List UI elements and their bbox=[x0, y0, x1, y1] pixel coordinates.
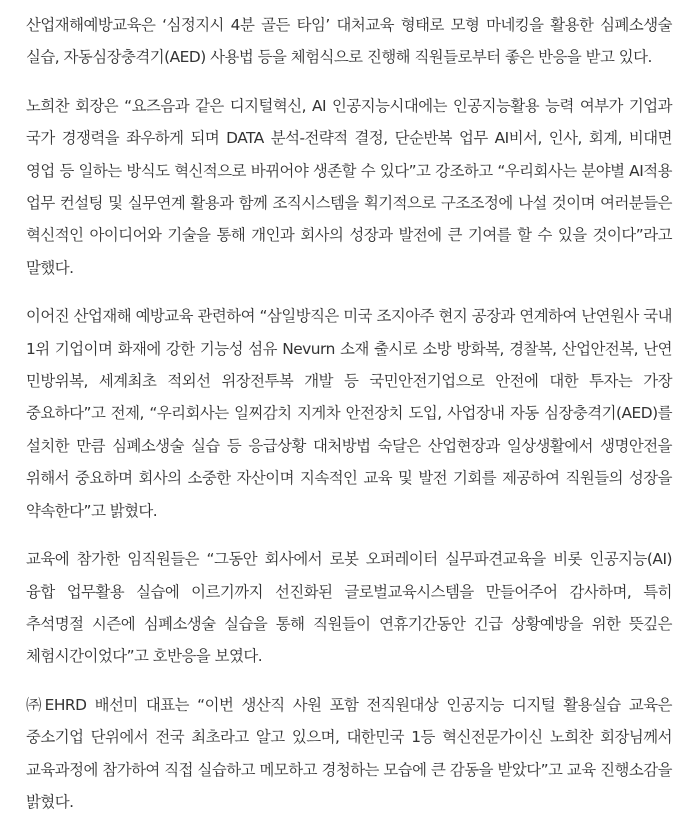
paragraph-employee-reaction: 교육에 참가한 임직원들은 “그동안 회사에서 로봇 오퍼레이터 실무파견교육을 비롯 인공지능(AI)융합 업무활용 실습에 이르기까지 선진화된 글로벌교육시스템을 만들어주어 감사하며, 특히 추석명절 시즌에 심폐소생술 실습을 통해 직원들이 연휴기간동안 긴급 상황예방을 위한 뜻깊은 체험시간이었다”고 호반응을 보였다. bbox=[26, 550, 672, 666]
paragraph-ehrd-ceo-remarks: ㈜EHRD 배선미 대표는 “이번 생산직 사원 포함 전직원대상 인공지능 디지털 활용실습 교육은 중소기업 단위에서 전국 최초라고 알고 있으며, 대한민국 1등 혁신전문가이신 노희찬 회장님께서 교육과정에 참가하여 직접 실습하고 메모하고 경청하는 모습에 큰 감동을 받았다”고 교육 진행소감을 밝혔다. bbox=[26, 695, 672, 811]
paragraph-safety-education: 이어진 산업재해 예방교육 관련하여 “삼일방직은 미국 조지아주 현지 공장과 연계하여 난연원사 국내 1위 기업이며 화재에 강한 기능성 섬유 Nevurn 소재 출시로 소방 방화복, 경찰복, 산업안전복, 난연 민방위복, 세계최초 적외선 위장전투복 개발 등 국민안전기업으로 안전에 대한 투자는 가장 중요하다”고 전제, “우리회사는 일찌감치 지게차 안전장치 도입, 사업장내 자동 심장충격기(AED)를 설치한 만큼 심폐소생술 실습 등 응급상황 대처방법 숙달은 산업현장과 일상생활에서 생명안전을 위해서 중요하며 회사의 소중한 자산이며 지속적인 교육 및 발전 기회를 제공하여 직원들의 성장을 약속한다”고 밝혔다. bbox=[26, 307, 672, 520]
paragraph-chairman-ai-remarks: 노희찬 회장은 “요즈음과 같은 디지털혁신, AI 인공지능시대에는 인공지능활용 능력 여부가 기업과 국가 경쟁력을 좌우하게 되며 DATA 분석-전략적 결정, 단순반복 업무 AI비서, 인사, 회계, 비대면 영업 등 일하는 방식도 혁신적으로 바뀌어야 생존할 수 있다”고 강조하고 “우리회사는 분야별 AI적용 업무 컨설팅 및 실무연계 활용과 함께 조직시스템을 획기적으로 구조조정에 나설 것이며 여러분들은 혁신적인 아이디어와 기술을 통해 개인과 회사의 성장과 발전에 큰 기여를 할 수 있을 것이다”라고 말했다. bbox=[26, 96, 672, 277]
paragraph-training-overview: 산업재해예방교육은 ‘심정지시 4분 골든 타임’ 대처교육 형태로 모형 마네킹을 활용한 심폐소생술 실습, 자동심장충격기(AED) 사용법 등을 체험식으로 진행해 직원들로부터 좋은 반응을 받고 있다. bbox=[26, 16, 672, 67]
